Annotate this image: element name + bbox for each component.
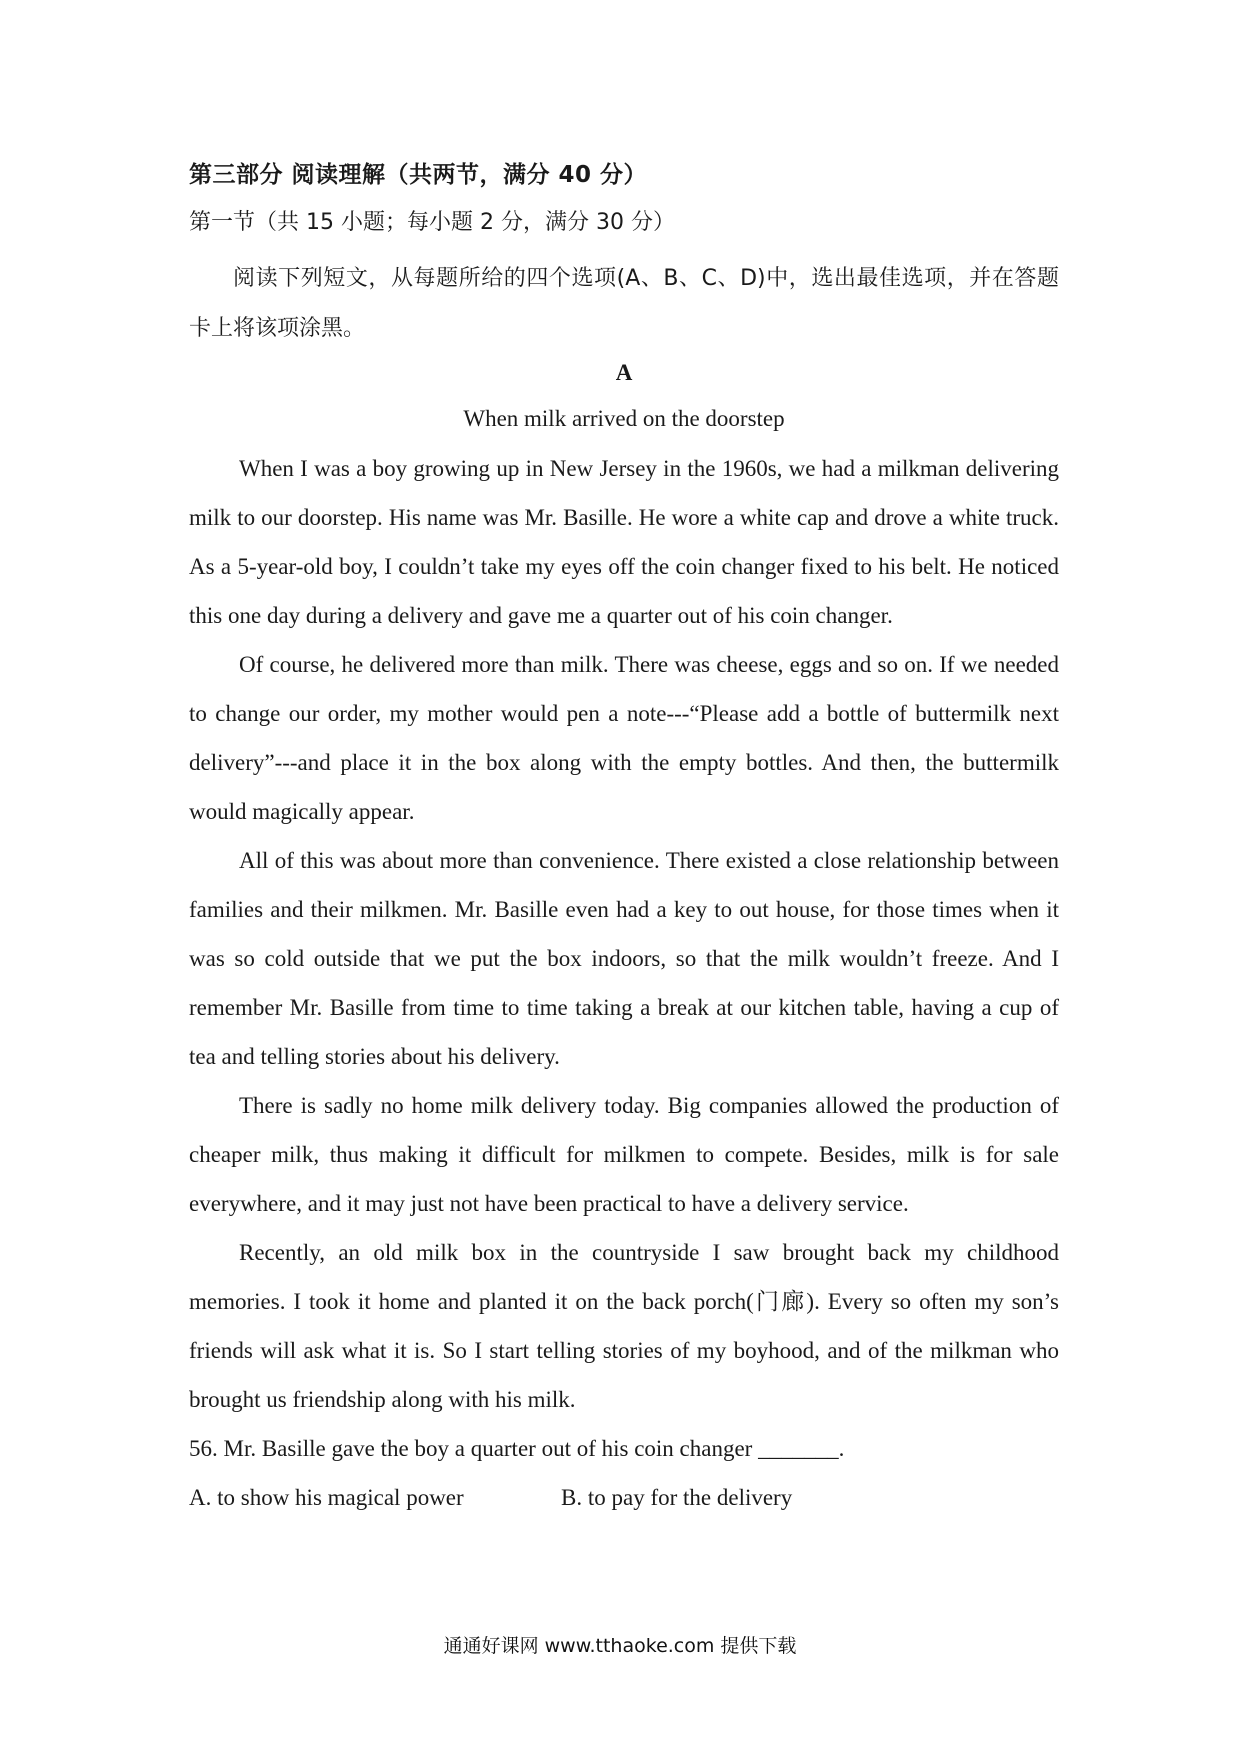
passage-paragraph-2: Of course, he delivered more than milk. There was cheese, eggs and so on. If we needed to change our order, my mother would pen a note---“Please add a bottle of buttermilk next delivery”---and place it in the box along with the empty bottles. And then, the buttermilk would magically appear. — [189, 652, 1059, 824]
passage-label: A — [615, 360, 633, 385]
passage-paragraph-1: When I was a boy growing up in New Jersey in the 1960s, we had a milkman delivering milk to our doorstep. His name was Mr. Basille. He wore a white cap and drove a white truck. As a 5-year-old boy, I couldn’t take my eyes off the coin changer fixed to his belt. He noticed this one day during a delivery and gave me a quarter out of his coin changer. — [189, 456, 1059, 628]
passage-paragraph-3: All of this was about more than convenience. There existed a close relationship between families and their milkmen. Mr. Basille even had a key to out house, for those times when it was so cold outside that we put the box indoors, so that the milk wouldn’t freeze. And I remember Mr. Basille from time to time taking a break at our kitchen table, having a cup of tea and telling stories about his delivery. — [189, 848, 1059, 1069]
passage-paragraph-4: There is sadly no home milk delivery today. Big companies allowed the production of cheaper milk, thus making it difficult for milkmen to compete. Besides, milk is for sale everywhere, and it may just not have been practical to have a delivery service. — [189, 1093, 1059, 1216]
option-b: B. to pay for the delivery — [561, 1485, 793, 1510]
section-title: 第三部分 阅读理解（共两节，满分 40 分） — [189, 162, 648, 188]
passage-title: When milk arrived on the doorstep — [463, 406, 785, 431]
subsection-title: 第一节（共 15 小题；每小题 2 分，满分 30 分） — [189, 210, 675, 235]
passage-paragraph-5: Recently, an old milk box in the countryside I saw brought back my childhood memories. I took it home and planted it on the back porch(门廊). Every so often my son’s friends will ask what it is. So I start telling stories of my boyhood, and of the milkman who brought us friendship along with his milk. — [189, 1240, 1059, 1412]
option-a: A. to show his magical power — [189, 1485, 464, 1510]
document-page — [189, 160, 1059, 1522]
instructions: 阅读下列短文，从每题所给的四个选项(A、B、C、D)中，选出最佳选项，并在答题卡上将该项涂黑。 — [189, 266, 1059, 341]
footer-watermark: 通通好课网 www.tthaoke.com 提供下载 — [443, 1635, 797, 1657]
question-56: 56. Mr. Basille gave the boy a quarter out of his coin changer _______. — [189, 1436, 845, 1461]
question-options — [189, 1473, 1059, 1522]
